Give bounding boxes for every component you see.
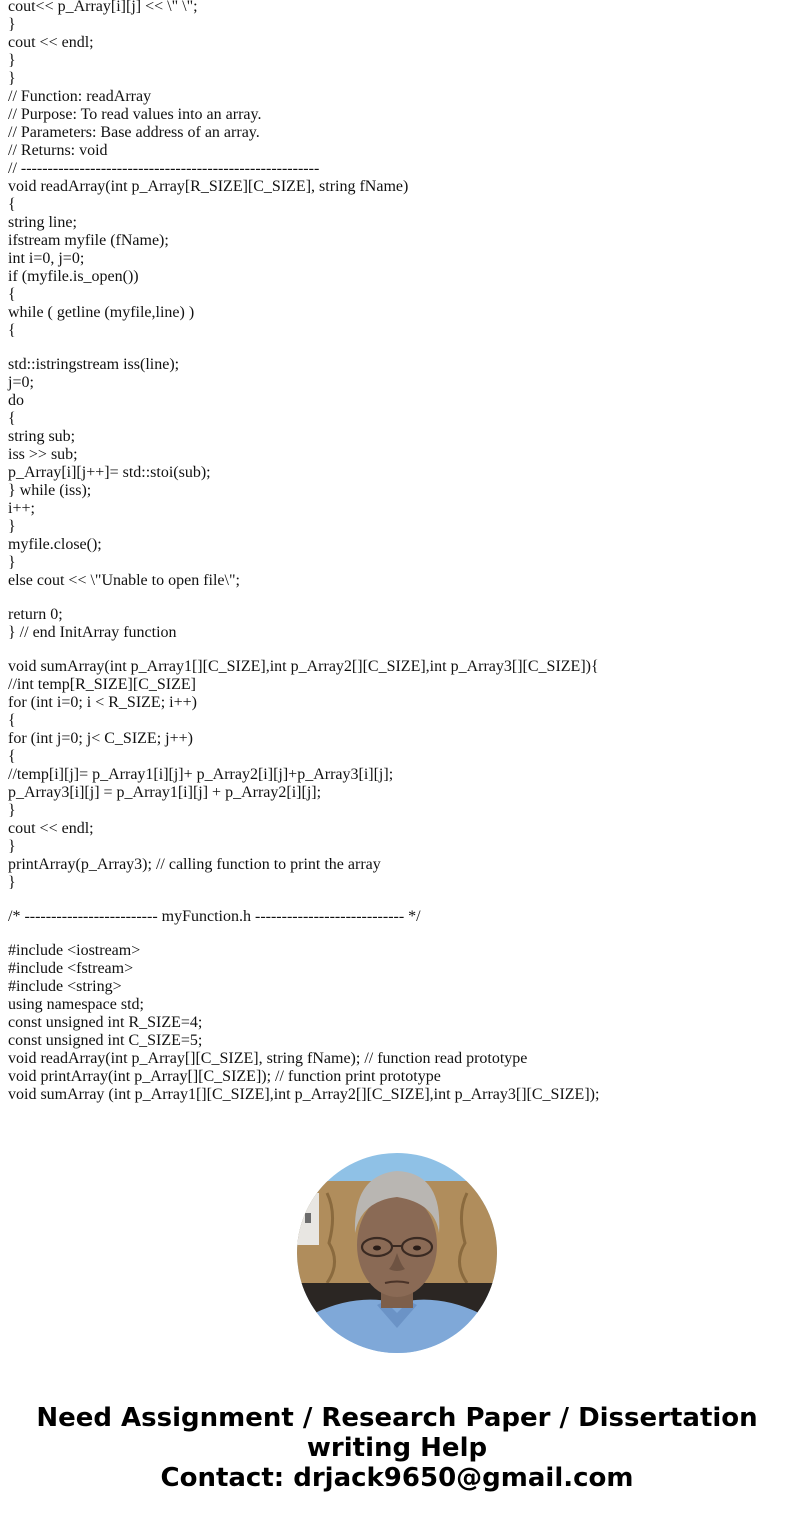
code-line: #include <fstream>	[8, 960, 134, 977]
code-line: myfile.close();	[8, 536, 102, 553]
code-line: cout << endl;	[8, 820, 94, 837]
code-line: #include <iostream>	[8, 942, 141, 959]
code-line: return 0;	[8, 606, 63, 623]
code-line: void printArray(int p_Array[][C_SIZE]); // function print prototype	[8, 1068, 441, 1085]
code-line: ifstream myfile (fName);	[8, 232, 169, 249]
code-line: }	[8, 554, 16, 571]
code-line: {	[8, 410, 16, 427]
code-blank-line	[8, 590, 788, 606]
code-line: i++;	[8, 500, 35, 517]
code-line: }	[8, 70, 16, 87]
code-line: // Purpose: To read values into an array.	[8, 106, 262, 123]
code-blank-line	[8, 892, 788, 908]
code-line: else cout << \"Unable to open file\";	[8, 572, 240, 589]
code-line: cout << endl;	[8, 34, 94, 51]
code-line: #include <string>	[8, 978, 122, 995]
promo-footer	[0, 1403, 794, 1493]
code-line: if (myfile.is_open())	[8, 268, 139, 285]
code-line: // Parameters: Base address of an array.	[8, 124, 260, 141]
code-line: }	[8, 518, 16, 535]
code-line: /* ------------------------- myFunction.h ---------------------------- */	[8, 908, 421, 925]
code-line: //temp[i][j]= p_Array1[i][j]+ p_Array2[i][j]+p_Array3[i][j];	[8, 766, 394, 783]
code-line: string line;	[8, 214, 77, 231]
avatar	[297, 1153, 497, 1353]
code-line: }	[8, 838, 16, 855]
code-line: }	[8, 16, 16, 33]
code-line: printArray(p_Array3); // calling function to print the array	[8, 856, 381, 873]
promo-headline: Need Assignment / Research Paper / Dissertation	[36, 1403, 758, 1433]
code-line: using namespace std;	[8, 996, 144, 1013]
code-line: {	[8, 748, 16, 765]
code-line: // Function: readArray	[8, 88, 152, 105]
code-line: }	[8, 874, 16, 891]
code-listing	[8, 0, 788, 1104]
code-line: {	[8, 322, 16, 339]
code-line: }	[8, 802, 16, 819]
code-line: cout<< p_Array[i][j] << \" \";	[8, 0, 198, 15]
code-line: //int temp[R_SIZE][C_SIZE]	[8, 676, 196, 693]
code-blank-line	[8, 340, 788, 356]
code-line: p_Array3[i][j] = p_Array1[i][j] + p_Array2[i][j];	[8, 784, 322, 801]
code-line: j=0;	[8, 374, 34, 391]
code-line: const unsigned int C_SIZE=5;	[8, 1032, 203, 1049]
code-line: {	[8, 196, 16, 213]
code-line: do	[8, 392, 24, 409]
code-line: void sumArray (int p_Array1[][C_SIZE],int p_Array2[][C_SIZE],int p_Array3[][C_SIZE]);	[8, 1086, 600, 1103]
code-line: {	[8, 286, 16, 303]
code-line: std::istringstream iss(line);	[8, 356, 180, 373]
code-line: while ( getline (myfile,line) )	[8, 304, 195, 321]
code-line: iss >> sub;	[8, 446, 78, 463]
contact-email: Contact: drjack9650@gmail.com	[160, 1463, 634, 1493]
code-line: } // end InitArray function	[8, 624, 177, 641]
code-line: // Returns: void	[8, 142, 108, 159]
code-line: const unsigned int R_SIZE=4;	[8, 1014, 203, 1031]
code-line: {	[8, 712, 16, 729]
code-blank-line	[8, 926, 788, 942]
code-line: int i=0, j=0;	[8, 250, 85, 267]
code-line: for (int i=0; i < R_SIZE; i++)	[8, 694, 197, 711]
avatar-photo	[297, 1153, 497, 1353]
code-line: // --------------------------------------------------------	[8, 160, 320, 177]
code-blank-line	[8, 642, 788, 658]
code-line: void readArray(int p_Array[R_SIZE][C_SIZE], string fName)	[8, 178, 409, 195]
code-line: }	[8, 52, 16, 69]
code-line: p_Array[i][j++]= std::stoi(sub);	[8, 464, 211, 481]
code-line: void readArray(int p_Array[][C_SIZE], string fName); // function read prototype	[8, 1050, 528, 1067]
code-line: void sumArray(int p_Array1[][C_SIZE],int p_Array2[][C_SIZE],int p_Array3[][C_SIZE]){	[8, 658, 599, 675]
code-line: string sub;	[8, 428, 76, 445]
promo-subheadline: writing Help	[306, 1433, 488, 1463]
code-line: } while (iss);	[8, 482, 92, 499]
code-line: for (int j=0; j< C_SIZE; j++)	[8, 730, 193, 747]
